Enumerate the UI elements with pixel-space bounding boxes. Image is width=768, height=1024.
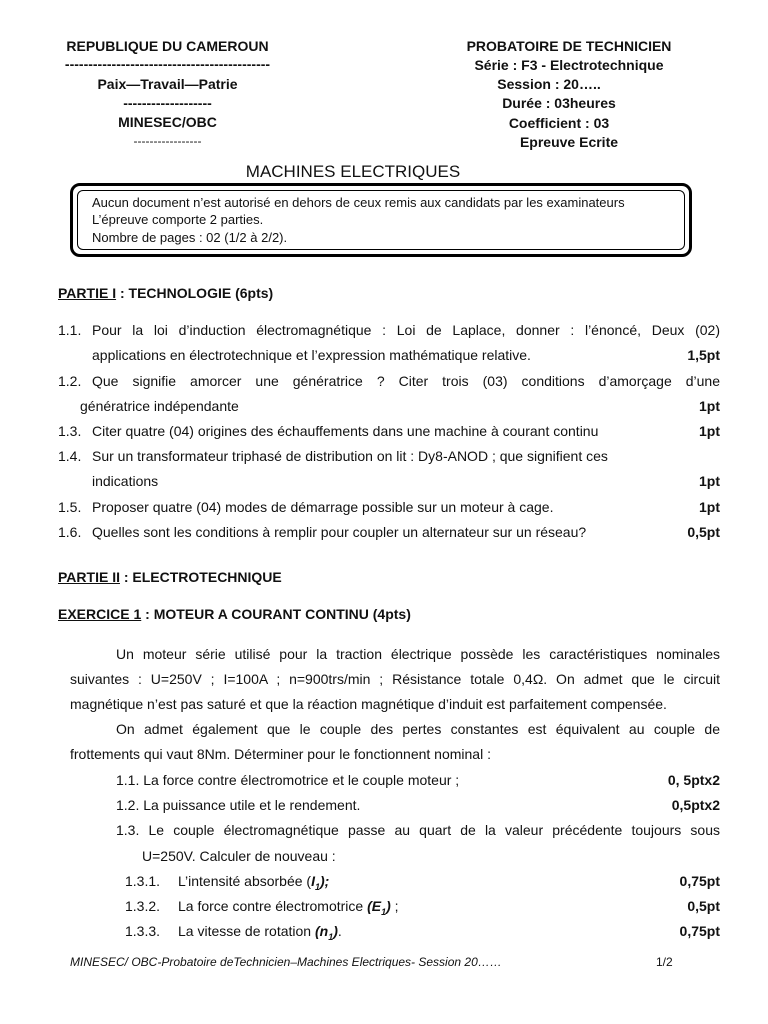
question-points: 1pt	[699, 398, 720, 414]
question-points: 0,5ptx2	[671, 797, 720, 813]
divider-text: -------------------	[123, 95, 212, 111]
question-text: Sur un transformateur triphasé de distribution on lit : Dy8-ANOD ; que signifient ces	[92, 448, 608, 464]
question-number: 1.1.	[58, 322, 82, 338]
divider-text: --------------------------------------------	[64, 56, 271, 72]
question-points: 1pt	[699, 473, 720, 489]
question-text: 1.3. Le couple électromagnétique passe au quart de la valeur précédente toujours sous	[116, 822, 720, 838]
question-text: U=250V. Calculer de nouveau :	[142, 848, 336, 864]
instruction-line: L’épreuve comporte 2 parties.	[92, 212, 264, 227]
exam-name: PROBATOIRE DE TECHNICIEN	[466, 38, 672, 54]
question-points: 0,5pt	[687, 898, 720, 914]
section-heading-partie2: PARTIE II : ELECTROTECHNIQUE	[58, 569, 282, 585]
page-number: 1/2	[656, 955, 673, 969]
exercise-heading: EXERCICE 1 : MOTEUR A COURANT CONTINU (4pts)	[58, 606, 411, 622]
exam-serie: Série : F3 - Electrotechnique	[474, 57, 664, 73]
question-text: génératrice indépendante	[80, 398, 239, 414]
paragraph-line: suivantes : U=250V ; I=100A ; n=900trs/min ; Résistance totale 0,4Ω. On admet que le circuit	[70, 671, 720, 687]
question-number: 1.6.	[58, 524, 82, 540]
question-points: 0, 5ptx2	[667, 772, 720, 788]
question-points: 1pt	[699, 423, 720, 439]
question-number: 1.2.	[58, 373, 82, 389]
question-text: Pour la loi d’induction électromagnétique : Loi de Laplace, donner : l’énoncé, Deux (02)	[92, 322, 720, 338]
subquestion-text: La vitesse de rotation $(n_1)$.	[178, 923, 342, 942]
question-number: 1.5.	[58, 499, 82, 515]
document-title: MACHINES ELECTRIQUES	[245, 162, 461, 181]
question-points: 0,75pt	[679, 873, 720, 889]
national-motto: Paix—Travail—Patrie	[97, 76, 238, 92]
exam-session: Session : 20…..	[497, 76, 601, 92]
question-points: 1pt	[699, 499, 720, 515]
subquestion-number: 1.3.2.	[125, 898, 161, 914]
instruction-line: Aucun document n’est autorisé en dehors de ceux remis aux candidats par les examinateurs	[92, 195, 625, 210]
section-heading-partie1: PARTIE I : TECHNOLOGIE (6pts)	[58, 285, 274, 301]
question-text: indications	[92, 473, 159, 489]
exam-type: Epreuve Ecrite	[519, 134, 619, 150]
question-number: 1.4.	[58, 448, 82, 464]
subquestion-text: La force contre électromotrice $(E_1)$ ;	[178, 898, 399, 917]
question-number: 1.3.	[58, 423, 82, 439]
footer-text: MINESEC/ OBC-Probatoire deTechnicien–Machines Electriques- Session 20……	[70, 955, 502, 969]
question-text: 1.2. La puissance utile et le rendement.	[116, 797, 361, 813]
question-text: 1.1. La force contre électromotrice et le couple moteur ;	[116, 772, 460, 788]
question-text: Proposer quatre (04) modes de démarrage possible sur un moteur à cage.	[92, 499, 554, 515]
question-text: applications en électrotechnique et l’expression mathématique relative.	[92, 347, 531, 363]
divider-text: -----------------	[133, 134, 202, 148]
exam-duration: Durée : 03heures	[502, 95, 616, 111]
subquestion-number: 1.3.1.	[125, 873, 161, 889]
paragraph-line: On admet également que le couple des pertes constantes est équivalent au couple de	[116, 721, 720, 737]
paragraph-line: frottements qui vaut 8Nm. Déterminer pour le fonctionnent nominal :	[70, 746, 491, 762]
question-points: 1,5pt	[687, 347, 720, 363]
paragraph-line: magnétique n’est pas saturé et que la réaction magnétique d’induit est parfaitement compensée.	[70, 696, 667, 712]
subquestion-text: L’intensité absorbée $(I_1)$;	[178, 873, 330, 892]
republic-heading: REPUBLIQUE DU CAMEROUN	[66, 38, 269, 54]
question-points: 0,5pt	[687, 524, 720, 540]
question-text: Citer quatre (04) origines des échauffements dans une machine à courant continu	[92, 423, 599, 439]
question-text: Que signifie amorcer une génératrice ? Citer trois (03) conditions d’amorçage d’une	[92, 373, 720, 389]
instruction-line: Nombre de pages : 02 (1/2 à 2/2).	[92, 230, 288, 245]
question-points: 0,75pt	[679, 923, 720, 939]
paragraph-line: Un moteur série utilisé pour la traction électrique possède les caractéristiques nominales	[116, 646, 720, 662]
exam-coefficient: Coefficient : 03	[508, 115, 610, 131]
ministry-name: MINESEC/OBC	[118, 114, 217, 130]
subquestion-number: 1.3.3.	[125, 923, 161, 939]
question-text: Quelles sont les conditions à remplir pour coupler un alternateur sur un réseau?	[92, 524, 587, 540]
